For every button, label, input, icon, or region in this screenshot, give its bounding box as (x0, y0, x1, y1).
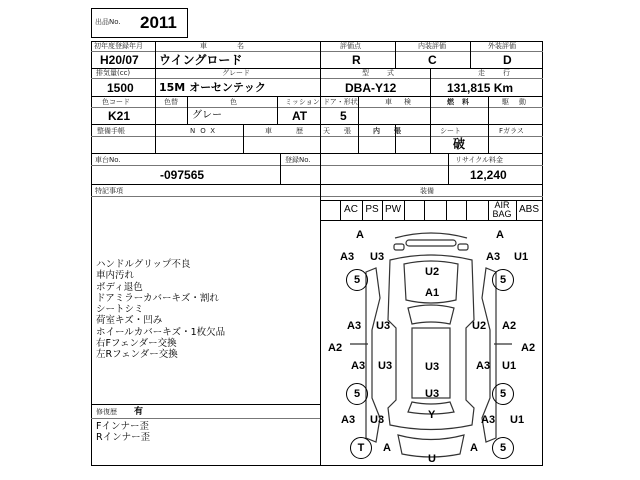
note-line: ホイールカバーキズ・1枚欠品 (96, 326, 226, 338)
row2-label-line (91, 78, 543, 79)
r2-v1 (155, 68, 156, 97)
repair-top (91, 404, 320, 405)
color-code-value: K21 (108, 109, 131, 123)
interior-label: 内装評価 (418, 42, 446, 50)
equipment-label: 装備 (420, 187, 434, 195)
grade-value: 15M オーセンテック (159, 81, 266, 94)
mark-bottom-a-right: A (470, 442, 478, 454)
table-left-border (91, 41, 92, 466)
note-line: 荷室キズ・凹み (96, 315, 163, 327)
wheel-fl-rating: 5 (346, 269, 368, 291)
exterior-label: 外装評価 (488, 42, 516, 50)
repair-line: Rインナー歪 (96, 432, 151, 444)
mark-front-a-left: A (356, 229, 364, 241)
body-outline (388, 255, 474, 430)
mark-hood-u2: U2 (425, 266, 440, 278)
repair-label-line (91, 418, 320, 419)
year-label: 初年度登録年月 (94, 42, 143, 50)
mission-label: ミッション (285, 98, 320, 106)
model-label: 型式 (362, 69, 412, 77)
equipment-item (446, 200, 466, 220)
mileage-value: 131,815 Km (447, 81, 514, 95)
lot-box-bottom (91, 37, 188, 38)
mark-rl-a3: A3 (351, 360, 366, 372)
row3-label-line (91, 107, 543, 108)
color-label: 色 (230, 98, 237, 106)
r2-v2 (430, 68, 431, 97)
r4-v5 (430, 124, 431, 154)
nox-label: NOX (190, 127, 221, 135)
r5-v1 (280, 153, 281, 185)
notes-label: 特記事項 (95, 187, 123, 195)
wheel-bottom-rating: 5 (492, 437, 514, 459)
mark-mr-a2: A2 (502, 320, 517, 332)
roof-label: 天張 (323, 127, 365, 135)
lot-number: 2011 (140, 13, 177, 32)
wheel-fr-rating: 5 (492, 269, 514, 291)
row4-label-line (91, 136, 543, 137)
equipment-item (424, 200, 446, 220)
notes-list (96, 259, 225, 361)
chassis-label: 車台No. (95, 156, 121, 164)
grade-label: グレード (222, 69, 250, 77)
r3-v3 (277, 96, 278, 125)
repair-line: Fインナー歪 (96, 421, 149, 432)
name-value: ウイングロード (159, 53, 243, 67)
recycle-value: 12,240 (470, 168, 507, 182)
mark-bumper-u: U (428, 453, 436, 465)
row3-bottom (91, 124, 543, 125)
r1-v2 (395, 41, 396, 69)
row1-bottom (91, 68, 543, 69)
mark-rear-y: Y (428, 409, 436, 421)
inspection-label: 車検 (385, 98, 423, 106)
mark-rr-u1: U1 (502, 360, 517, 372)
lot-box-top (91, 8, 188, 9)
mark-bl-a3: A3 (341, 414, 356, 426)
repair-label: 修復歴 (96, 408, 117, 416)
manual-label: 整備手帳 (97, 127, 125, 135)
r3-v4 (358, 96, 359, 125)
note-line: 車内汚れ (96, 270, 135, 282)
history-label: 車歴 (265, 127, 327, 135)
wheel-rl-rating: 5 (346, 383, 368, 405)
mark-fr-a3: A3 (486, 251, 501, 263)
r3-v5 (430, 96, 431, 125)
r1-v1 (155, 41, 156, 69)
mileage-label: 走行 (478, 69, 528, 77)
mark-ml-u3: U3 (376, 320, 391, 332)
repair-list (96, 421, 150, 444)
r5-v2 (448, 153, 449, 185)
doors-value: 5 (340, 109, 347, 123)
wheel-rr-rating: 5 (492, 383, 514, 405)
row1-label-line (91, 51, 543, 52)
row5-label-line (91, 165, 543, 166)
doors-label: ドア・形状 (323, 98, 358, 106)
displacement-label: 排気量(cc) (96, 69, 131, 77)
note-line: ハンドルグリップ不良 (96, 259, 191, 270)
note-line: 左Rフェンダー交換 (96, 349, 178, 361)
drive-label: 駆動 (502, 98, 536, 106)
equipment-item: AIR BAG (492, 200, 512, 219)
mark-bl-u3: U3 (370, 414, 385, 426)
inside-label: 内張 (373, 127, 415, 135)
mark-side-left-a2: A2 (328, 342, 343, 354)
note-line: ボディ退色 (96, 281, 143, 293)
reg-label: 登録No. (285, 156, 311, 164)
r4-v1 (155, 124, 156, 154)
model-value: DBA-Y12 (345, 81, 397, 95)
color-no-label: 色替 (164, 98, 178, 106)
front-grille-bar (406, 240, 456, 246)
mark-hood-a1: A1 (425, 287, 440, 299)
mark-rr-a3: A3 (476, 360, 491, 372)
r4-v2 (243, 124, 244, 154)
mark-fl-u3: U3 (370, 251, 385, 263)
seat-value: 破 (453, 137, 466, 151)
equipment-item: AC (344, 204, 358, 215)
note-line: ドアミラーカバーキズ・割れ (96, 292, 219, 304)
table-top-border (91, 41, 543, 42)
mark-br-u1: U1 (510, 414, 525, 426)
table-right-border (542, 41, 543, 466)
equipment-item (404, 200, 424, 220)
mark-roof-u3: U3 (425, 361, 440, 373)
color-code-label: 色コード (102, 98, 130, 106)
front-lamp-left (394, 244, 404, 250)
windshield-outline (408, 305, 454, 324)
front-grille-outline (395, 233, 467, 238)
mark-rear-u3: U3 (425, 388, 440, 400)
lot-label: 出品No. (95, 18, 121, 26)
spare-tire-rating: T (350, 437, 372, 459)
mark-mr-u2: U2 (472, 320, 487, 332)
seat-label: シート (440, 127, 461, 135)
front-lamp-right (458, 244, 468, 250)
note-line: シートシミ (96, 304, 144, 316)
mark-ml-a3: A3 (347, 320, 362, 332)
interior-value: C (428, 53, 437, 67)
mark-fl-a3: A3 (340, 251, 355, 263)
chassis-value: -097565 (160, 168, 205, 182)
lot-box-left (91, 8, 92, 38)
row5-bottom (91, 184, 543, 185)
score-value: R (352, 53, 361, 67)
recycle-label: リサイクル料金 (455, 156, 504, 164)
color-value: グレー (192, 110, 222, 121)
displacement-value: 1500 (107, 81, 134, 95)
table-bottom-border (91, 465, 543, 466)
score-label: 評価点 (340, 42, 361, 50)
mark-br-a3: A3 (481, 414, 496, 426)
equipment-item: PS (365, 204, 379, 215)
mark-fr-u1: U1 (514, 251, 529, 263)
mission-value: AT (292, 109, 308, 123)
fglass-label: Fガラス (499, 127, 524, 135)
repair-value: 有 (134, 407, 144, 417)
equipment-item: ABS (518, 204, 539, 215)
note-line: 右Fフェンダー交換 (96, 338, 177, 350)
row2-bottom (91, 96, 543, 97)
equipment-item: PW (384, 204, 402, 215)
mark-front-a-right: A (496, 229, 504, 241)
r3-v6 (488, 96, 489, 125)
mark-rl-u3: U3 (378, 360, 393, 372)
equipment-item (466, 200, 488, 220)
row4-bottom (91, 153, 543, 154)
mark-bottom-a-left: A (383, 442, 391, 454)
notes-label-line (91, 196, 543, 197)
r3-v2 (187, 96, 188, 125)
lot-box-right (187, 8, 188, 38)
fuel-label: 燃料 (447, 98, 477, 106)
name-label: 車名 (200, 42, 274, 50)
r3-v1 (155, 96, 156, 125)
mark-side-right-a2: A2 (521, 342, 536, 354)
year-value: H20/07 (100, 53, 139, 67)
r4-v6 (488, 124, 489, 154)
exterior-value: D (503, 53, 512, 67)
r1-v3 (470, 41, 471, 69)
